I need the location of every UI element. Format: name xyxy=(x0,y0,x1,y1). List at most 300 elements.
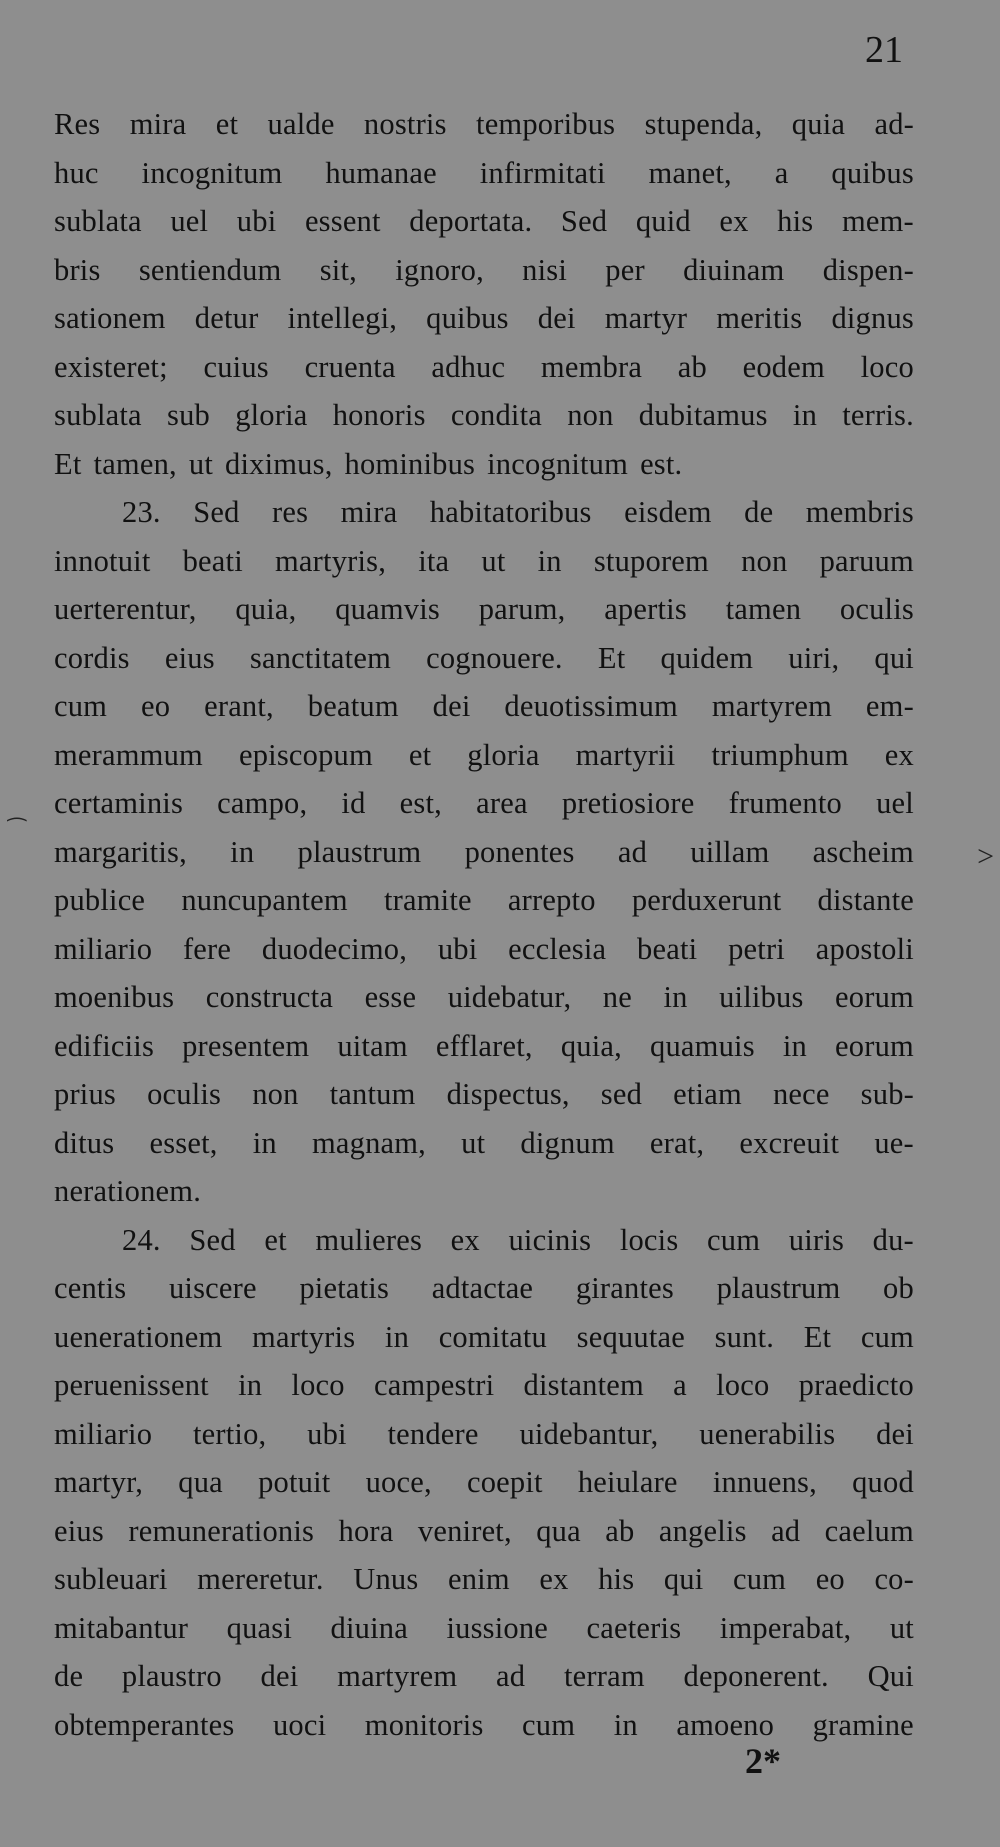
word: loco xyxy=(860,349,914,384)
text-line xyxy=(54,779,914,828)
word: gloria xyxy=(235,398,308,432)
word: moenibus xyxy=(54,980,175,1014)
word: dei xyxy=(537,301,576,335)
word: mem- xyxy=(841,204,914,238)
word: mereretur. xyxy=(197,1562,324,1596)
word: erat, xyxy=(649,1125,705,1160)
word: uicinis xyxy=(508,1222,592,1257)
word: parum, xyxy=(478,592,566,626)
text-line xyxy=(54,925,914,974)
word: margaritis, xyxy=(54,834,187,869)
word: est, xyxy=(399,786,442,820)
word: in xyxy=(252,1125,277,1160)
word: sublata xyxy=(54,398,142,432)
left-margin-mark: ⁀ xyxy=(8,818,26,843)
word: in xyxy=(537,543,562,578)
word: dei xyxy=(260,1659,299,1693)
word: duodecimo, xyxy=(261,931,408,966)
word: honoris xyxy=(332,398,426,432)
word: membris xyxy=(805,495,914,529)
word: miliario xyxy=(54,1416,153,1451)
word: martyris, xyxy=(275,543,387,578)
word: in xyxy=(613,1707,638,1742)
word: distantem xyxy=(523,1368,644,1402)
word: bris xyxy=(54,252,101,287)
text-line xyxy=(54,731,914,780)
word: eo xyxy=(815,1562,845,1596)
text-line xyxy=(54,343,914,392)
word: arrepto xyxy=(507,883,596,917)
word: nisi xyxy=(522,252,568,287)
word: uiri, xyxy=(788,640,840,675)
word: du- xyxy=(872,1222,914,1257)
word: qui xyxy=(663,1562,704,1596)
text-line xyxy=(54,828,914,877)
word: Et xyxy=(54,446,82,481)
word: sit, xyxy=(319,252,357,287)
text-line xyxy=(54,1167,914,1216)
word: mira xyxy=(129,107,187,141)
word: ab xyxy=(605,1513,635,1548)
text-line xyxy=(54,197,914,246)
word: intellegi, xyxy=(287,301,398,335)
word: diximus, xyxy=(225,446,333,481)
word: humanae xyxy=(325,155,437,190)
word: beati xyxy=(637,931,698,966)
text-line xyxy=(54,1264,914,1313)
word: perduxerunt xyxy=(631,883,782,917)
word: coepit xyxy=(466,1465,543,1499)
word: quia, xyxy=(235,592,297,626)
word: stupenda, xyxy=(644,107,763,141)
word: ab xyxy=(677,349,707,384)
word: ex xyxy=(450,1222,480,1257)
word: beatum xyxy=(307,689,399,723)
word: heiulare xyxy=(577,1465,678,1499)
word: quamuis xyxy=(650,1028,755,1063)
word: ob xyxy=(883,1271,914,1305)
word: cum xyxy=(707,1222,761,1257)
word: ex xyxy=(719,204,749,238)
word: mira xyxy=(340,495,398,529)
word: uel xyxy=(876,786,914,820)
text-line xyxy=(54,973,914,1022)
word: monitoris xyxy=(364,1707,484,1742)
word: girantes xyxy=(575,1271,674,1305)
word: dubitamus xyxy=(638,398,768,432)
word: cum xyxy=(733,1562,787,1596)
word: ue- xyxy=(874,1125,914,1160)
word: ditus xyxy=(54,1125,115,1160)
word: miliario xyxy=(54,931,153,966)
word: deuotissimum xyxy=(504,689,678,723)
word: incognitum xyxy=(487,446,629,481)
word: ponentes xyxy=(464,834,575,869)
word: triumphum xyxy=(711,737,849,772)
text-line xyxy=(54,1701,914,1750)
word: 23. xyxy=(122,495,161,529)
word: prius xyxy=(54,1077,116,1111)
word: hora xyxy=(338,1513,394,1548)
word: infirmitati xyxy=(479,155,606,190)
word: centis xyxy=(54,1271,127,1305)
word: uerterentur, xyxy=(54,592,197,626)
word: tantum xyxy=(329,1077,416,1111)
text-line xyxy=(54,585,914,634)
word: huc xyxy=(54,155,99,190)
word: em- xyxy=(865,689,914,723)
word: ignoro, xyxy=(395,252,484,287)
word: cordis xyxy=(54,640,130,675)
page-number: 21 xyxy=(865,29,903,71)
word: innotuit xyxy=(54,543,151,578)
word: essent xyxy=(304,204,381,238)
word: pietatis xyxy=(299,1271,390,1305)
word: publice xyxy=(54,883,146,917)
text-line xyxy=(54,1070,914,1119)
word: adhuc xyxy=(431,349,506,384)
word: in xyxy=(238,1368,263,1402)
text-line xyxy=(54,246,914,295)
word: uel xyxy=(170,204,209,238)
word: manet, xyxy=(648,155,732,190)
word: in xyxy=(782,1028,807,1063)
word: quid xyxy=(635,204,691,238)
word: et xyxy=(408,737,432,772)
text-line xyxy=(54,1361,914,1410)
word: excreuit xyxy=(739,1125,840,1160)
word: membra xyxy=(540,349,643,384)
word: quibus xyxy=(426,301,509,335)
word: cruenta xyxy=(304,349,396,384)
word: uenerabilis xyxy=(699,1416,836,1451)
word: de xyxy=(744,495,774,529)
word: uilibus xyxy=(719,980,804,1014)
word: in xyxy=(230,834,255,869)
word: sequutae xyxy=(576,1319,685,1354)
word: hominibus xyxy=(344,446,476,481)
word: diuina xyxy=(330,1610,408,1645)
text-line xyxy=(54,634,914,683)
word: constructa xyxy=(205,980,334,1014)
body-text xyxy=(54,100,914,1749)
word: Sed xyxy=(193,495,240,529)
word: quia, xyxy=(560,1028,622,1063)
word: locis xyxy=(619,1222,679,1257)
word: diuinam xyxy=(683,252,785,287)
word: qui xyxy=(874,640,914,675)
word: in xyxy=(384,1319,410,1354)
word: ubi xyxy=(236,204,277,238)
word: campestri xyxy=(373,1368,495,1402)
word: tamen xyxy=(725,592,802,626)
word: ad- xyxy=(874,107,914,141)
word: de xyxy=(54,1659,84,1693)
word: martyr, xyxy=(54,1465,144,1499)
word: uillam xyxy=(690,834,770,869)
word: tendere xyxy=(387,1416,479,1451)
word: presentem xyxy=(182,1028,310,1063)
word: id xyxy=(341,786,366,820)
word: obtemperantes xyxy=(54,1707,235,1742)
word: eisdem xyxy=(624,495,712,529)
word: dispen- xyxy=(822,252,914,287)
word: quibus xyxy=(831,155,914,190)
word: nuncupantem xyxy=(181,883,348,917)
word: Sed xyxy=(560,204,608,238)
word: 24. xyxy=(122,1222,161,1257)
word: habitatoribus xyxy=(429,495,592,529)
word: ex xyxy=(539,1562,569,1596)
word: angelis xyxy=(658,1513,747,1548)
text-line xyxy=(54,488,914,537)
word: dispectus, xyxy=(446,1077,570,1111)
word: nostris xyxy=(363,107,447,141)
text-line xyxy=(54,1410,914,1459)
word: condita xyxy=(450,398,543,432)
word: certaminis xyxy=(54,786,184,820)
text-line xyxy=(54,537,914,586)
word: veniret, xyxy=(417,1513,512,1548)
word: paruum xyxy=(819,543,914,578)
word: ad xyxy=(771,1513,801,1548)
word: esse xyxy=(364,980,417,1014)
word: uenerationem xyxy=(54,1319,223,1354)
word: peruenissent xyxy=(54,1368,209,1402)
word: apertis xyxy=(604,592,687,626)
text-line xyxy=(54,100,914,149)
word: apostoli xyxy=(815,931,914,966)
word: distante xyxy=(817,883,914,917)
word: ascheim xyxy=(812,834,914,869)
word: martyr xyxy=(604,301,688,335)
word: sunt. xyxy=(714,1319,775,1354)
word: innuens, xyxy=(712,1465,817,1499)
text-line xyxy=(54,294,914,343)
word: detur xyxy=(194,301,259,335)
word: stuporem xyxy=(593,543,709,578)
word: ex xyxy=(884,737,914,772)
word: remunerationis xyxy=(128,1513,315,1548)
word: eodem xyxy=(742,349,825,384)
word: fere xyxy=(182,931,232,966)
word: uitam xyxy=(337,1028,408,1063)
word: martyris xyxy=(252,1319,356,1354)
word: sentiendum xyxy=(138,252,282,287)
word: adtactae xyxy=(431,1271,534,1305)
word: plaustrum xyxy=(716,1271,841,1305)
word: terram xyxy=(563,1659,645,1693)
word: dei xyxy=(432,689,471,723)
word: a xyxy=(673,1368,687,1402)
word: cum xyxy=(522,1707,576,1742)
word: his xyxy=(777,204,814,238)
word: iussione xyxy=(446,1610,549,1645)
word: ut xyxy=(188,446,213,481)
word: Unus xyxy=(353,1562,419,1596)
word: eius xyxy=(164,640,215,675)
word: loco xyxy=(716,1368,770,1402)
word: temporibus xyxy=(476,107,616,141)
word: quia xyxy=(791,107,846,141)
word: deponerent. xyxy=(683,1659,829,1693)
word: martyrem xyxy=(711,689,833,723)
word: Res xyxy=(54,107,101,141)
word: edificiis xyxy=(54,1028,155,1063)
word: frumento xyxy=(728,786,842,820)
word: uidebantur, xyxy=(519,1416,659,1451)
word: non xyxy=(741,543,788,578)
word: quamvis xyxy=(335,592,440,626)
word: ubi xyxy=(437,931,478,966)
word: erant, xyxy=(204,689,274,723)
word: caelum xyxy=(824,1513,914,1548)
word: tamen, xyxy=(93,446,177,481)
text-line xyxy=(54,149,914,198)
text-line xyxy=(54,1119,914,1168)
word: episcopum xyxy=(238,737,373,772)
text-line xyxy=(54,1555,914,1604)
word: ad xyxy=(617,834,648,869)
text-line xyxy=(54,1507,914,1556)
text-line xyxy=(54,1652,914,1701)
word: area xyxy=(476,786,528,820)
word: sationem xyxy=(54,301,166,335)
word: mulieres xyxy=(315,1222,423,1257)
word: uoce, xyxy=(365,1465,432,1499)
word: imperabat, xyxy=(719,1610,852,1645)
word: sanctitatem xyxy=(249,640,391,675)
word: campo, xyxy=(217,786,308,820)
word: Et xyxy=(597,640,626,675)
word: ad xyxy=(496,1659,526,1693)
word: Qui xyxy=(867,1659,914,1693)
word: sed xyxy=(600,1077,643,1111)
word: magnam, xyxy=(311,1125,427,1160)
word: ecclesia xyxy=(508,931,607,966)
word: sub xyxy=(167,398,210,432)
word: ne xyxy=(602,980,632,1014)
word: in xyxy=(663,980,688,1014)
word: pretiosiore xyxy=(561,786,695,820)
word: caeteris xyxy=(586,1610,682,1645)
word: mitabantur xyxy=(54,1610,189,1645)
word: Et xyxy=(803,1319,832,1354)
word: enim xyxy=(447,1562,510,1596)
signature-mark: 2* xyxy=(745,1741,781,1781)
word: sublata xyxy=(54,204,142,238)
word: Sed xyxy=(189,1222,236,1257)
word: martyrii xyxy=(575,737,676,772)
word: qua xyxy=(178,1465,223,1499)
text-line xyxy=(54,682,914,731)
word: in xyxy=(792,398,818,432)
word: beati xyxy=(182,543,243,578)
word: gramine xyxy=(812,1707,914,1742)
word: meritis xyxy=(716,301,803,335)
word: terris. xyxy=(842,398,914,432)
word: tertio, xyxy=(192,1416,267,1451)
word: existeret; xyxy=(54,349,168,384)
word: gloria xyxy=(467,737,540,772)
word: ualde xyxy=(267,107,335,141)
word: tramite xyxy=(383,883,472,917)
word: cum xyxy=(860,1319,914,1354)
word: etiam xyxy=(673,1077,742,1111)
text-line xyxy=(54,1313,914,1362)
word: oculis xyxy=(147,1077,222,1111)
word: petri xyxy=(728,931,785,966)
word: cuius xyxy=(203,349,269,384)
word: quod xyxy=(852,1465,914,1499)
word: efflaret, xyxy=(435,1028,533,1063)
word: eorum xyxy=(835,1028,914,1063)
word: quasi xyxy=(226,1610,293,1645)
word: subleuari xyxy=(54,1562,168,1596)
word: et xyxy=(215,107,239,141)
word: ut xyxy=(481,543,506,578)
word: deportata. xyxy=(409,204,533,238)
word: merammum xyxy=(54,737,203,772)
word: dignum xyxy=(520,1125,615,1160)
word: plaustro xyxy=(121,1659,222,1693)
word: ubi xyxy=(307,1416,347,1451)
word: amoeno xyxy=(676,1707,775,1742)
word: loco xyxy=(291,1368,345,1402)
word: non xyxy=(567,398,614,432)
word: uiscere xyxy=(168,1271,257,1305)
word: a xyxy=(774,155,789,190)
word: sub- xyxy=(860,1077,914,1111)
word: dei xyxy=(876,1416,914,1451)
text-line xyxy=(54,1216,914,1265)
word: potuit xyxy=(258,1465,331,1499)
text-line xyxy=(54,1458,914,1507)
word: per xyxy=(605,252,645,287)
word: eo xyxy=(141,689,171,723)
word: esset, xyxy=(149,1125,218,1160)
word: eorum xyxy=(835,980,914,1014)
word: comitatu xyxy=(438,1319,548,1354)
word: cognouere. xyxy=(426,640,563,675)
word: oculis xyxy=(839,592,914,626)
word: res xyxy=(272,495,309,529)
text-line xyxy=(54,440,914,489)
word: non xyxy=(252,1077,299,1111)
word: quidem xyxy=(660,640,754,675)
word: dignus xyxy=(831,301,914,335)
word: eius xyxy=(54,1513,104,1548)
text-line xyxy=(54,1022,914,1071)
text-line xyxy=(54,876,914,925)
word: ut xyxy=(889,1610,914,1645)
word: nece xyxy=(772,1077,830,1111)
word: nerationem. xyxy=(54,1174,202,1208)
word: et xyxy=(264,1222,287,1257)
word: incognitum xyxy=(141,155,283,190)
word: est. xyxy=(640,446,683,481)
word: uoci xyxy=(272,1707,327,1742)
word: cum xyxy=(54,689,108,723)
word: praedicto xyxy=(798,1368,914,1402)
word: qua xyxy=(536,1513,581,1548)
word: co- xyxy=(874,1562,914,1596)
text-line xyxy=(54,1604,914,1653)
word: uiris xyxy=(788,1222,845,1257)
word: ut xyxy=(461,1125,486,1160)
word: his xyxy=(598,1562,635,1596)
text-line xyxy=(54,391,914,440)
